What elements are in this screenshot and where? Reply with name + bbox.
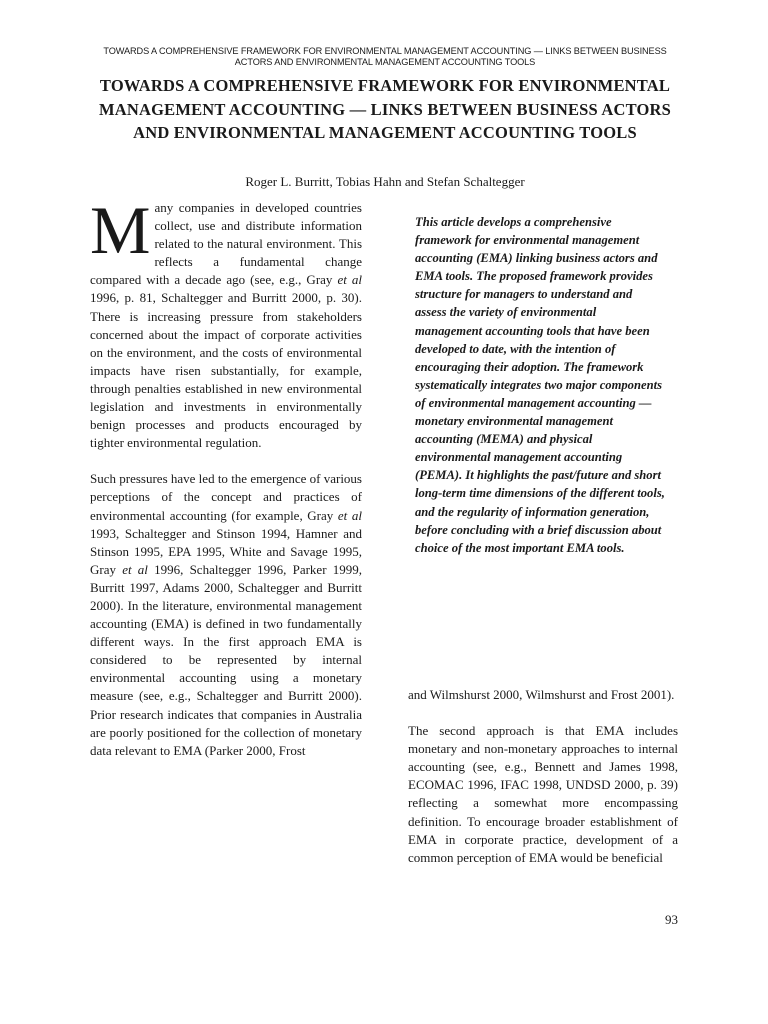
paragraph-1: [90, 192, 362, 452]
right-column: [408, 686, 678, 867]
citation-et-al: et al: [122, 561, 148, 577]
paragraph-2-text-b: 1993, Schaltegger and Stinson 1994, Hamner and Stinson 1995, EPA 1995, White and Savage 1995, Gray: [90, 525, 362, 577]
citation-et-al: et al: [337, 272, 362, 288]
paragraph-2: [90, 470, 362, 760]
citation-et-al: et al: [337, 507, 362, 523]
paragraph-gap: [408, 704, 678, 722]
running-head: TOWARDS A COMPREHENSIVE FRAMEWORK FOR ENVIRONMENTAL MANAGEMENT ACCOUNTING — LINKS BETWEEN BUSINESS ACTORS AND ENVIRONMENTAL MANAGEMENT ACCOUNTING TOOLS: [103, 46, 667, 67]
left-column: [90, 192, 362, 760]
paragraph-4: The second approach is that EMA includes monetary and non-monetary approaches to internal accounting (see, e.g., Bennett and James 1998, ECOMAC 1996, IFAC 1998, UNDSD 2000, p. 39) reflecting a somewhat more encompassing definition. To encourage broader establishment of EMA in corporate practice, development of a common perception of EMA would be beneficial: [408, 723, 678, 865]
article-authors: Roger L. Burritt, Tobias Hahn and Stefan Schaltegger: [245, 174, 525, 189]
paragraph-1-text-a: any companies in developed countries collect, use and distribute information related to the natural environment. This reflects a fundamental change compared with a decade ago (see, e.g., Gray: [90, 200, 362, 288]
article-title: TOWARDS A COMPREHENSIVE FRAMEWORK FOR ENVIRONMENTAL MANAGEMENT ACCOUNTING — LINKS BETWEEN BUSINESS ACTORS AND ENVIRONMENTAL MANAGEMENT ACCOUNTING TOOLS: [98, 76, 672, 142]
paragraph-gap: [90, 452, 362, 470]
page-number: 93: [665, 912, 678, 927]
paragraph-2-text-a: Such pressures have led to the emergence of various perceptions of the concept and practices of environmental accounting (for example, Gray: [90, 471, 362, 523]
paragraph-1-text-b: 1996, p. 81, Schaltegger and Burritt 2000, p. 30). There is increasing pressure from stakeholders concerned about the impact of corporate activities on the environment, and the costs of environmental impacts have risen substantially, for example, through penalties established in new environmental legislation and investments in environmentally benign processes and products encouraged by tighter environmental regulation.: [90, 290, 362, 451]
drop-cap: M: [90, 192, 151, 268]
paragraph-2-text-c: 1996, Schaltegger 1996, Parker 1999, Burritt 1997, Adams 2000, Schaltegger and Burritt 2000). In the literature, environmental management accounting (EMA) is defined in two fundamentally different ways. In the first approach EMA is considered to be represented by internal environmental accounting using a monetary measure (see, e.g., Schaltegger and Burritt 2000). Prior research indicates that companies in Australia are poorly positioned for the collection of monetary data relevant to EMA (Parker 2000, Frost: [90, 561, 362, 758]
paragraph-3: and Wilmshurst 2000, Wilmshurst and Frost 2001).: [408, 687, 675, 702]
abstract: This article develops a comprehensive framework for environmental management accounting (EMA) linking business actors and EMA tools. The proposed framework provides structure for managers to understand and assess the variety of environmental management accounting tools that have been developed to date, with the intention of encouraging their adoption. The framework systematically integrates two major components of environmental management accounting — monetary environmental management accounting (MEMA) and physical environmental management accounting (PEMA). It highlights the past/future and short long-term time dimensions of the different tools, and the regularity of information generation, before concluding with a brief discussion about choice of the most important EMA tools.: [415, 215, 665, 555]
